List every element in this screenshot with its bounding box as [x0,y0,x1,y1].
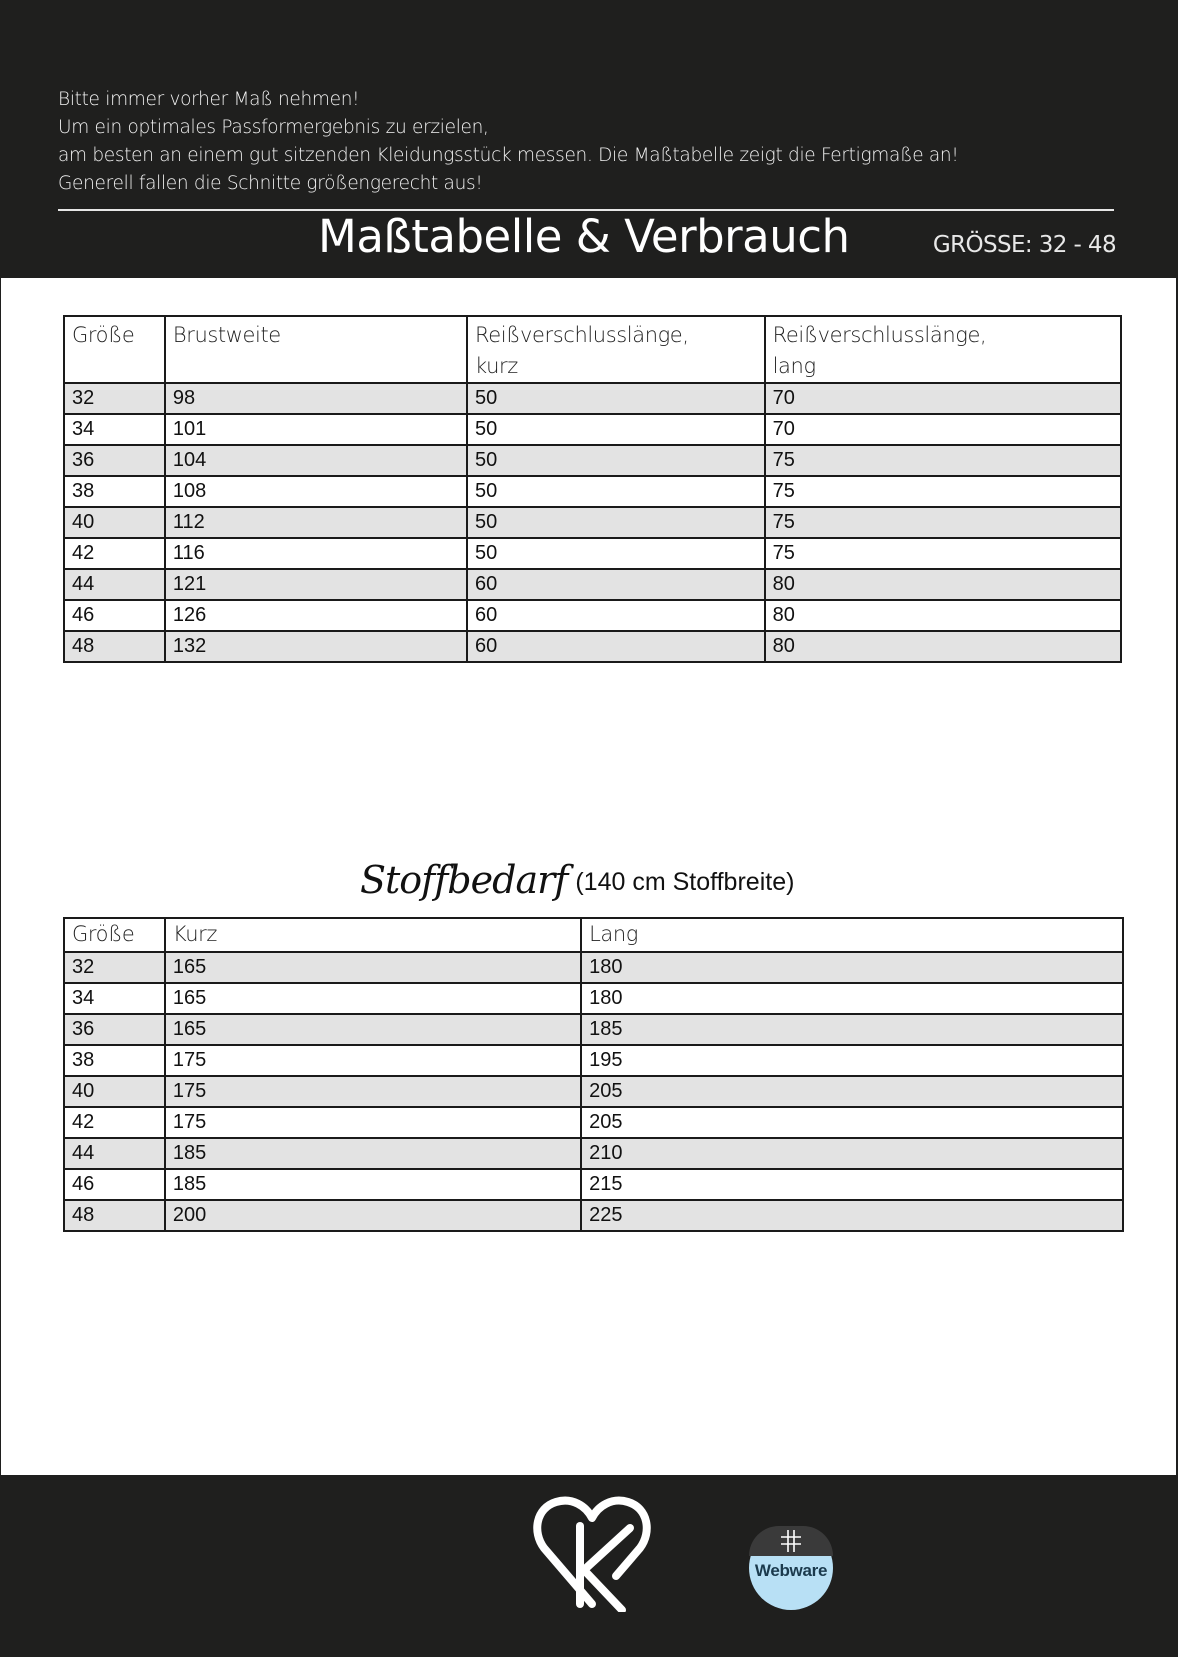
size-chart-header [64,316,1121,383]
page-title: Maßtabelle & Verbrauch [318,210,850,263]
table-cell: 60 [467,631,765,662]
table-row [64,383,1121,414]
table-row [64,569,1121,600]
table-cell: 48 [64,631,165,662]
table-cell: 121 [165,569,467,600]
fabric-table-header [64,918,1123,952]
table-cell: 98 [165,383,467,414]
header-row [64,918,1123,952]
table-row [64,600,1121,631]
table-cell: 60 [467,569,765,600]
table-cell: 50 [467,538,765,569]
table-cell: 36 [64,1014,165,1045]
table-cell: 34 [64,983,165,1014]
column-header: Reißverschlusslänge, lang [765,316,1121,383]
table-row [64,476,1121,507]
table-cell: 70 [765,383,1121,414]
header-row [64,316,1121,383]
table-cell: 175 [165,1076,581,1107]
table-cell: 195 [581,1045,1123,1076]
table-cell: 175 [165,1107,581,1138]
table-cell: 75 [765,445,1121,476]
table-cell: 215 [581,1169,1123,1200]
table-row [64,1045,1123,1076]
table-row [64,1138,1123,1169]
table-row [64,1169,1123,1200]
table-cell: 165 [165,983,581,1014]
hash-icon [779,1529,803,1553]
note-line: am besten an einem gut sitzenden Kleidungsstück messen. Die Maßtabelle zeigt die Fertigmaße an! [58,145,959,166]
table-cell: 180 [581,952,1123,983]
badge-label: Webware [754,1561,828,1580]
column-header: Kurz [165,918,581,952]
table-cell: 48 [64,1200,165,1231]
table-row [64,983,1123,1014]
table-cell: 42 [64,1107,165,1138]
table-cell: 180 [581,983,1123,1014]
table-cell: 126 [165,600,467,631]
table-cell: 80 [765,569,1121,600]
table-cell: 210 [581,1138,1123,1169]
heart-k-logo-icon [530,1492,654,1612]
table-cell: 200 [165,1200,581,1231]
table-cell: 80 [765,631,1121,662]
fabric-heading-script: Stoffbedarf [360,858,568,902]
table-cell: 40 [64,507,165,538]
table-cell: 50 [467,414,765,445]
webware-badge [749,1526,833,1610]
header-band [0,0,1178,278]
page-border-left [0,278,1,1475]
table-cell: 108 [165,476,467,507]
table-cell: 50 [467,445,765,476]
table-cell: 38 [64,476,165,507]
table-cell: 225 [581,1200,1123,1231]
table-cell: 185 [165,1138,581,1169]
table-cell: 132 [165,631,467,662]
table-cell: 40 [64,1076,165,1107]
fabric-table-body [64,952,1123,1231]
table-row [64,952,1123,983]
fabric-heading-note: (140 cm Stoffbreite) [575,868,795,896]
table-row [64,414,1121,445]
note-line: Bitte immer vorher Maß nehmen! [58,89,360,110]
column-header: Größe [64,316,165,383]
note-line: Generell fallen die Schnitte größengerecht aus! [58,173,483,194]
table-cell: 75 [765,507,1121,538]
table-cell: 32 [64,952,165,983]
column-header: Lang [581,918,1123,952]
fabric-heading [360,858,794,902]
table-cell: 34 [64,414,165,445]
table-cell: 60 [467,600,765,631]
table-row [64,631,1121,662]
table-cell: 46 [64,1169,165,1200]
column-header: Größe [64,918,165,952]
table-row [64,445,1121,476]
table-cell: 104 [165,445,467,476]
table-cell: 70 [765,414,1121,445]
table-row [64,538,1121,569]
size-chart-table [63,315,1122,663]
table-cell: 36 [64,445,165,476]
table-cell: 75 [765,476,1121,507]
table-cell: 205 [581,1076,1123,1107]
table-cell: 80 [765,600,1121,631]
table-cell: 46 [64,600,165,631]
badge-top [749,1526,833,1556]
column-header: Brustweite [165,316,467,383]
table-cell: 205 [581,1107,1123,1138]
size-range: GRÖSSE: 32 - 48 [932,232,1116,258]
table-cell: 32 [64,383,165,414]
table-cell: 165 [165,1014,581,1045]
size-chart-body [64,383,1121,662]
note-line: Um ein optimales Passformergebnis zu erzielen, [58,117,489,138]
fabric-table [63,917,1124,1232]
table-row [64,1014,1123,1045]
table-cell: 50 [467,383,765,414]
table-cell: 38 [64,1045,165,1076]
instruction-notes [58,86,958,198]
table-cell: 101 [165,414,467,445]
table-cell: 185 [165,1169,581,1200]
table-cell: 42 [64,538,165,569]
table-cell: 165 [165,952,581,983]
table-cell: 185 [581,1014,1123,1045]
table-cell: 112 [165,507,467,538]
table-cell: 50 [467,507,765,538]
table-cell: 44 [64,1138,165,1169]
table-cell: 44 [64,569,165,600]
table-row [64,507,1121,538]
table-cell: 116 [165,538,467,569]
footer-band [0,1475,1178,1657]
table-row [64,1107,1123,1138]
table-cell: 50 [467,476,765,507]
table-cell: 175 [165,1045,581,1076]
column-header: Reißverschlusslänge, kurz [467,316,765,383]
table-row [64,1076,1123,1107]
table-row [64,1200,1123,1231]
table-cell: 75 [765,538,1121,569]
